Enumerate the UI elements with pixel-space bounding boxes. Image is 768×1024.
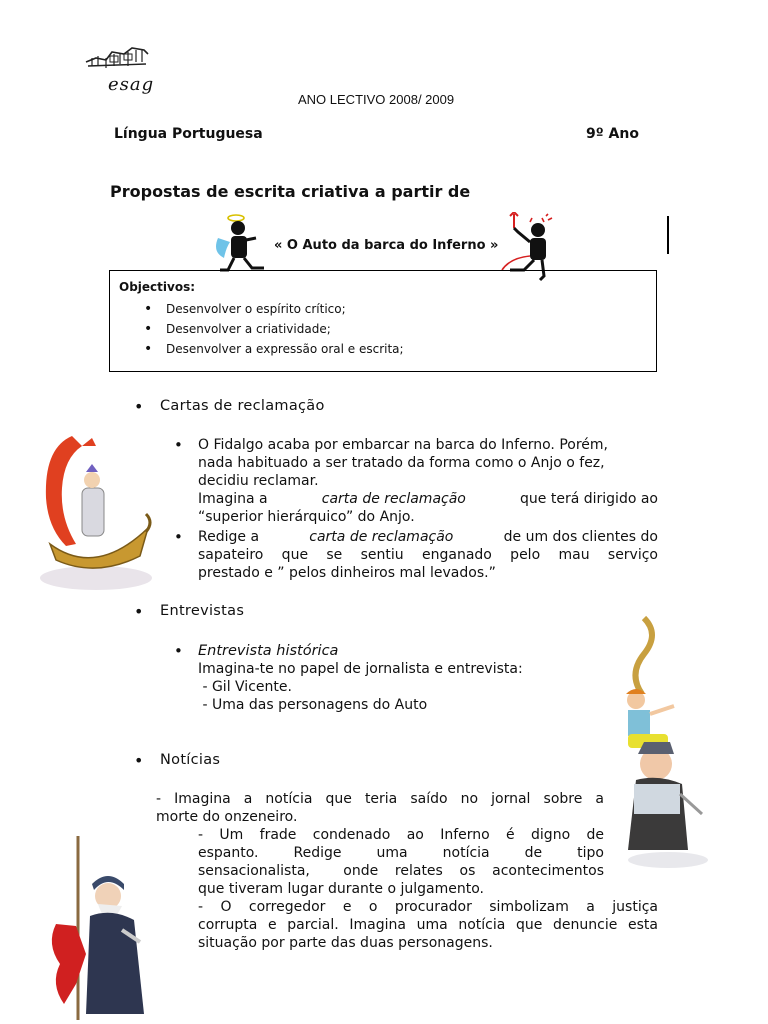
noticias-intro bbox=[156, 790, 604, 826]
grade-label: 9º Ano bbox=[586, 126, 639, 142]
text-line: O Fidalgo acaba por embarcar na barca do Inferno. Porém, bbox=[198, 437, 608, 453]
text-line: - Imagina a notícia que teria saído no jornal sobre a bbox=[156, 791, 604, 807]
text-line: situação por parte das duas personagens. bbox=[198, 935, 493, 951]
objective-item: • Desenvolver o espírito crítico; bbox=[144, 299, 404, 319]
school-logo bbox=[84, 44, 164, 104]
cartas-item-2 bbox=[174, 528, 658, 582]
text-line bbox=[198, 490, 658, 508]
text-line: - Um frade condenado ao Inferno é digno de bbox=[198, 827, 604, 843]
section-title: Cartas de reclamação bbox=[160, 398, 325, 414]
text-line bbox=[198, 528, 658, 546]
cartas-item-1 bbox=[174, 436, 658, 526]
text-line: “superior hierárquico” do Anjo. bbox=[198, 509, 415, 525]
bullet-icon: • bbox=[134, 397, 144, 416]
objectives-box bbox=[109, 270, 657, 372]
objective-item: • Desenvolver a criatividade; bbox=[144, 319, 404, 339]
objective-item: • Desenvolver a expressão oral e escrita; bbox=[144, 339, 404, 359]
noticias-item-2 bbox=[198, 898, 658, 952]
text-line: Imagina-te no papel de jornalista e entrevista: bbox=[198, 661, 523, 677]
entrevistas-item bbox=[174, 642, 598, 714]
section-title: Notícias bbox=[160, 752, 221, 768]
section-noticias-heading bbox=[134, 751, 221, 770]
objectives-list bbox=[144, 299, 404, 359]
text-line: sensacionalista, onde relates os acontecimentos bbox=[198, 863, 604, 879]
section-entrevistas-heading bbox=[134, 602, 245, 621]
bullet-icon: • bbox=[174, 642, 183, 660]
old-man-illustration bbox=[46, 834, 150, 1022]
school-year: ANO LECTIVO 2008/ 2009 bbox=[298, 92, 455, 107]
logo-text: esag bbox=[108, 74, 155, 95]
work-title: « O Auto da barca do Inferno » bbox=[274, 238, 499, 253]
bullet-icon: • bbox=[174, 436, 183, 454]
character-illustration bbox=[614, 614, 722, 872]
text-line: corrupta e parcial. Imagina uma notícia que denuncie esta bbox=[198, 917, 658, 933]
text-fragment: que terá dirigido ao bbox=[515, 491, 658, 507]
text-line: espanto. Redige uma notícia de tipo bbox=[198, 845, 604, 861]
bullet-icon: • bbox=[134, 751, 144, 770]
text-fragment bbox=[198, 490, 272, 508]
text-line: prestado e ” pelos dinheiros mal levados.” bbox=[198, 565, 496, 581]
noticias-item-1 bbox=[198, 826, 604, 898]
section-cartas-heading bbox=[134, 397, 325, 416]
text-line: - Gil Vicente. bbox=[198, 679, 292, 695]
subsection-title: Entrevista histórica bbox=[198, 643, 339, 659]
bullet-icon: • bbox=[134, 602, 144, 621]
subject-label: Língua Portuguesa bbox=[114, 126, 263, 142]
text-line: - Uma das personagens do Auto bbox=[198, 697, 428, 713]
objectives-title: Objectivos: bbox=[119, 280, 196, 294]
text-line: nada habituado a ser tratado da forma como o Anjo o fez, bbox=[198, 455, 605, 471]
angel-illustration bbox=[214, 212, 272, 274]
emphasis-text: carta de reclamação bbox=[309, 529, 454, 545]
text-line: - O corregedor e o procurador simbolizam a justiça bbox=[198, 899, 658, 915]
dragon-boat-illustration bbox=[36, 428, 154, 594]
text-line: que tiveram lugar durante o julgamento. bbox=[198, 881, 484, 897]
text-line: morte do onzeneiro. bbox=[156, 809, 298, 825]
emphasis-text: carta de reclamação bbox=[321, 491, 466, 507]
section-title: Entrevistas bbox=[160, 603, 245, 619]
text-line: decidiu reclamar. bbox=[198, 473, 319, 489]
text-fragment: de um dos clientes do bbox=[499, 529, 658, 545]
text-fragment: Redige a bbox=[198, 529, 264, 545]
text-fragment: Imagina a bbox=[198, 491, 273, 507]
vertical-bar bbox=[667, 216, 669, 254]
text-line: sapateiro que se sentiu enganado pelo mau serviço bbox=[198, 547, 658, 563]
bullet-icon: • bbox=[174, 528, 183, 546]
page-title: Propostas de escrita criativa a partir de bbox=[110, 182, 471, 201]
logo-building-icon bbox=[84, 44, 154, 78]
